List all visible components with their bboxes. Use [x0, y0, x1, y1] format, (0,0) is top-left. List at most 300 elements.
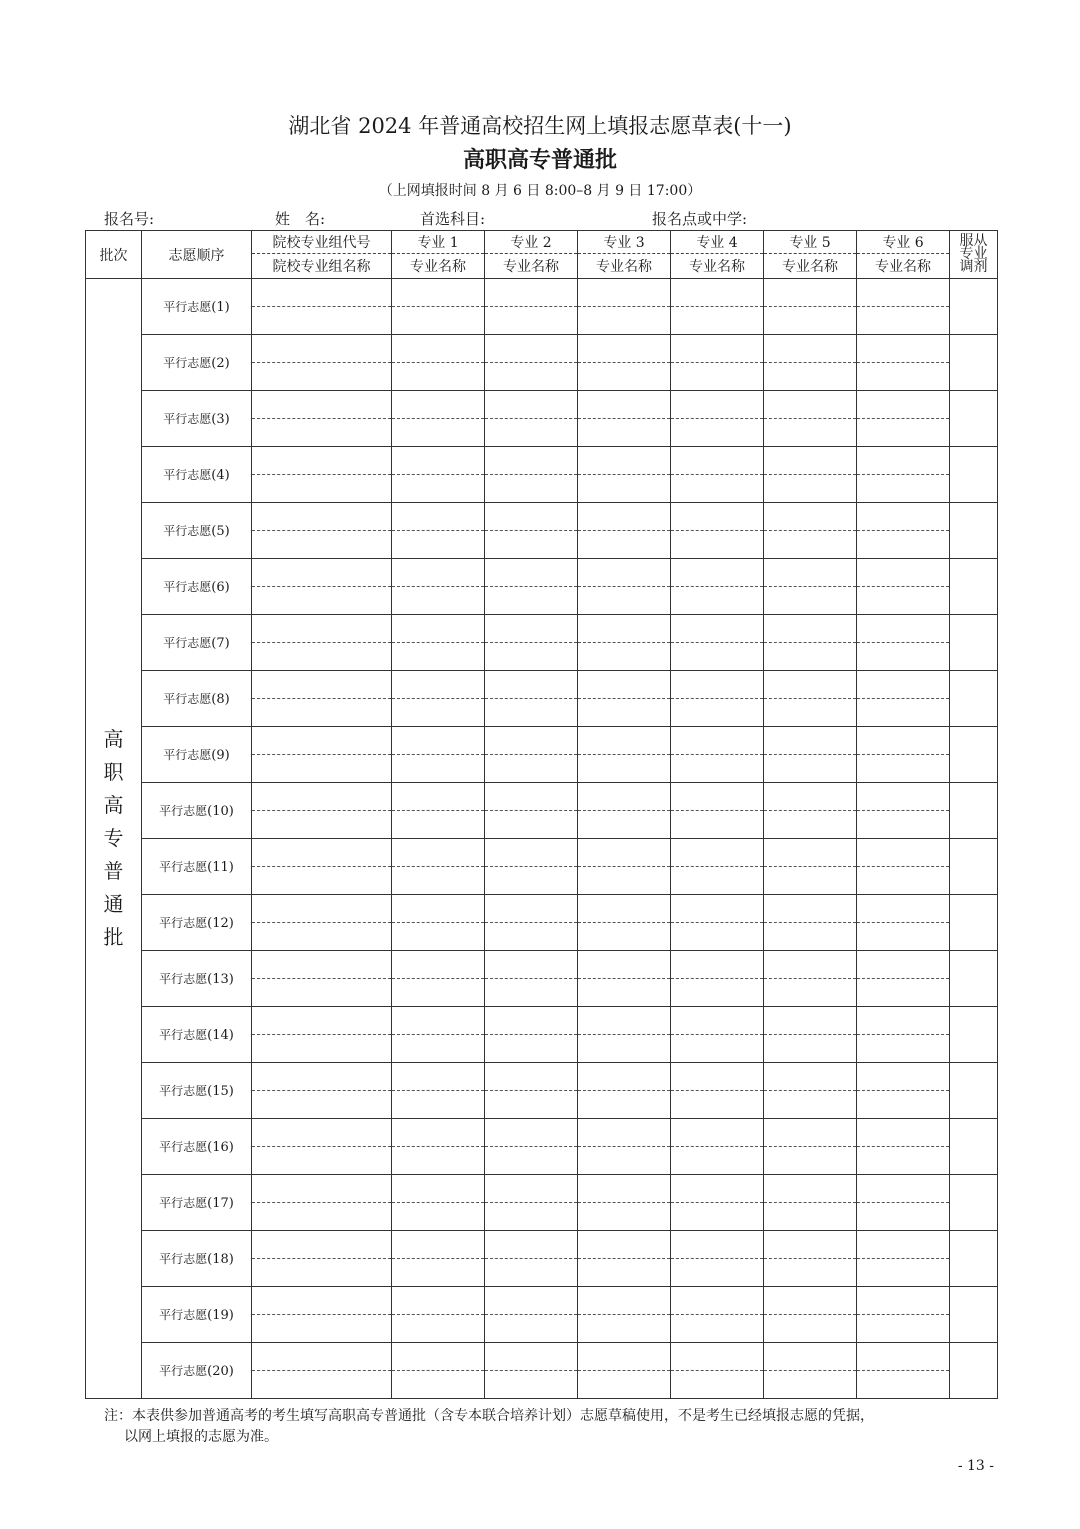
major-5-name-input[interactable] — [764, 419, 857, 447]
major-4-code-input[interactable] — [671, 447, 764, 475]
group-code-input[interactable] — [252, 727, 392, 755]
major-1-name-input[interactable] — [392, 307, 485, 335]
major-6-name-input[interactable] — [857, 1035, 950, 1063]
adjust-input[interactable] — [950, 391, 998, 447]
adjust-input[interactable] — [950, 279, 998, 335]
major-1-code-input[interactable] — [392, 1119, 485, 1147]
major-1-code-input[interactable] — [392, 839, 485, 867]
major-5-code-input[interactable] — [764, 447, 857, 475]
group-code-input[interactable] — [252, 1119, 392, 1147]
group-name-input[interactable] — [252, 699, 392, 727]
major-2-name-input[interactable] — [485, 419, 578, 447]
major-3-code-input[interactable] — [578, 279, 671, 307]
group-code-input[interactable] — [252, 1007, 392, 1035]
group-name-input[interactable] — [252, 643, 392, 671]
major-3-code-input[interactable] — [578, 447, 671, 475]
major-4-name-input[interactable] — [671, 1371, 764, 1399]
major-4-code-input[interactable] — [671, 279, 764, 307]
major-5-name-input[interactable] — [764, 1371, 857, 1399]
major-1-code-input[interactable] — [392, 335, 485, 363]
major-3-code-input[interactable] — [578, 951, 671, 979]
major-5-code-input[interactable] — [764, 1287, 857, 1315]
adjust-input[interactable] — [950, 839, 998, 895]
major-1-code-input[interactable] — [392, 1063, 485, 1091]
group-code-input[interactable] — [252, 335, 392, 363]
major-4-name-input[interactable] — [671, 531, 764, 559]
major-4-name-input[interactable] — [671, 475, 764, 503]
group-name-input[interactable] — [252, 587, 392, 615]
major-3-name-input[interactable] — [578, 475, 671, 503]
major-2-name-input[interactable] — [485, 531, 578, 559]
major-2-code-input[interactable] — [485, 1119, 578, 1147]
major-5-code-input[interactable] — [764, 1007, 857, 1035]
major-3-name-input[interactable] — [578, 587, 671, 615]
major-5-name-input[interactable] — [764, 1035, 857, 1063]
major-4-name-input[interactable] — [671, 587, 764, 615]
adjust-input[interactable] — [950, 1231, 998, 1287]
adjust-input[interactable] — [950, 1175, 998, 1231]
major-3-code-input[interactable] — [578, 895, 671, 923]
major-2-name-input[interactable] — [485, 1259, 578, 1287]
major-1-name-input[interactable] — [392, 643, 485, 671]
major-5-code-input[interactable] — [764, 279, 857, 307]
major-3-name-input[interactable] — [578, 307, 671, 335]
major-1-code-input[interactable] — [392, 727, 485, 755]
major-4-name-input[interactable] — [671, 699, 764, 727]
major-6-code-input[interactable] — [857, 1343, 950, 1371]
major-5-code-input[interactable] — [764, 671, 857, 699]
major-6-name-input[interactable] — [857, 363, 950, 391]
major-6-code-input[interactable] — [857, 727, 950, 755]
major-5-name-input[interactable] — [764, 1091, 857, 1119]
major-5-name-input[interactable] — [764, 1203, 857, 1231]
major-5-code-input[interactable] — [764, 503, 857, 531]
major-6-code-input[interactable] — [857, 895, 950, 923]
major-6-name-input[interactable] — [857, 531, 950, 559]
major-5-name-input[interactable] — [764, 363, 857, 391]
major-5-code-input[interactable] — [764, 615, 857, 643]
major-4-code-input[interactable] — [671, 839, 764, 867]
adjust-input[interactable] — [950, 447, 998, 503]
adjust-input[interactable] — [950, 1287, 998, 1343]
major-3-code-input[interactable] — [578, 615, 671, 643]
major-2-code-input[interactable] — [485, 839, 578, 867]
major-3-name-input[interactable] — [578, 811, 671, 839]
adjust-input[interactable] — [950, 1343, 998, 1399]
group-name-input[interactable] — [252, 923, 392, 951]
major-2-name-input[interactable] — [485, 475, 578, 503]
major-3-code-input[interactable] — [578, 335, 671, 363]
major-4-code-input[interactable] — [671, 391, 764, 419]
major-2-name-input[interactable] — [485, 1147, 578, 1175]
major-2-name-input[interactable] — [485, 363, 578, 391]
major-2-name-input[interactable] — [485, 923, 578, 951]
major-1-name-input[interactable] — [392, 587, 485, 615]
major-3-name-input[interactable] — [578, 1259, 671, 1287]
major-1-code-input[interactable] — [392, 1175, 485, 1203]
group-code-input[interactable] — [252, 391, 392, 419]
major-5-code-input[interactable] — [764, 727, 857, 755]
major-5-name-input[interactable] — [764, 1315, 857, 1343]
major-6-code-input[interactable] — [857, 951, 950, 979]
major-3-code-input[interactable] — [578, 1343, 671, 1371]
group-name-input[interactable] — [252, 1091, 392, 1119]
major-5-code-input[interactable] — [764, 335, 857, 363]
major-4-code-input[interactable] — [671, 1007, 764, 1035]
major-3-code-input[interactable] — [578, 1007, 671, 1035]
major-4-name-input[interactable] — [671, 1203, 764, 1231]
major-2-name-input[interactable] — [485, 699, 578, 727]
major-1-code-input[interactable] — [392, 783, 485, 811]
major-6-code-input[interactable] — [857, 1287, 950, 1315]
major-3-name-input[interactable] — [578, 1203, 671, 1231]
major-6-name-input[interactable] — [857, 923, 950, 951]
major-2-name-input[interactable] — [485, 1203, 578, 1231]
group-name-input[interactable] — [252, 1259, 392, 1287]
major-1-name-input[interactable] — [392, 363, 485, 391]
group-code-input[interactable] — [252, 895, 392, 923]
major-5-code-input[interactable] — [764, 1343, 857, 1371]
major-6-code-input[interactable] — [857, 671, 950, 699]
group-code-input[interactable] — [252, 559, 392, 587]
major-3-code-input[interactable] — [578, 559, 671, 587]
group-code-input[interactable] — [252, 839, 392, 867]
major-1-code-input[interactable] — [392, 1343, 485, 1371]
major-5-name-input[interactable] — [764, 531, 857, 559]
major-4-name-input[interactable] — [671, 755, 764, 783]
major-5-name-input[interactable] — [764, 475, 857, 503]
major-2-code-input[interactable] — [485, 1063, 578, 1091]
major-1-code-input[interactable] — [392, 671, 485, 699]
major-2-code-input[interactable] — [485, 279, 578, 307]
major-2-code-input[interactable] — [485, 391, 578, 419]
group-code-input[interactable] — [252, 615, 392, 643]
major-4-name-input[interactable] — [671, 643, 764, 671]
major-6-name-input[interactable] — [857, 1203, 950, 1231]
major-2-code-input[interactable] — [485, 895, 578, 923]
major-4-code-input[interactable] — [671, 951, 764, 979]
major-2-name-input[interactable] — [485, 1371, 578, 1399]
major-1-code-input[interactable] — [392, 951, 485, 979]
major-2-code-input[interactable] — [485, 615, 578, 643]
major-5-name-input[interactable] — [764, 1147, 857, 1175]
major-5-code-input[interactable] — [764, 1063, 857, 1091]
major-6-name-input[interactable] — [857, 1091, 950, 1119]
adjust-input[interactable] — [950, 895, 998, 951]
major-1-name-input[interactable] — [392, 419, 485, 447]
major-5-name-input[interactable] — [764, 699, 857, 727]
major-5-code-input[interactable] — [764, 1175, 857, 1203]
group-code-input[interactable] — [252, 279, 392, 307]
adjust-input[interactable] — [950, 783, 998, 839]
major-3-code-input[interactable] — [578, 783, 671, 811]
major-5-name-input[interactable] — [764, 867, 857, 895]
major-3-name-input[interactable] — [578, 531, 671, 559]
major-6-code-input[interactable] — [857, 615, 950, 643]
major-1-name-input[interactable] — [392, 699, 485, 727]
major-4-code-input[interactable] — [671, 727, 764, 755]
major-1-name-input[interactable] — [392, 755, 485, 783]
major-4-name-input[interactable] — [671, 363, 764, 391]
major-1-code-input[interactable] — [392, 447, 485, 475]
major-3-code-input[interactable] — [578, 1175, 671, 1203]
major-5-name-input[interactable] — [764, 979, 857, 1007]
major-2-name-input[interactable] — [485, 811, 578, 839]
major-3-name-input[interactable] — [578, 699, 671, 727]
major-2-code-input[interactable] — [485, 1287, 578, 1315]
major-5-code-input[interactable] — [764, 391, 857, 419]
major-4-code-input[interactable] — [671, 615, 764, 643]
group-code-input[interactable] — [252, 1063, 392, 1091]
major-2-name-input[interactable] — [485, 587, 578, 615]
major-4-name-input[interactable] — [671, 867, 764, 895]
major-6-name-input[interactable] — [857, 699, 950, 727]
major-4-code-input[interactable] — [671, 895, 764, 923]
major-6-name-input[interactable] — [857, 587, 950, 615]
major-2-code-input[interactable] — [485, 559, 578, 587]
major-6-code-input[interactable] — [857, 559, 950, 587]
group-name-input[interactable] — [252, 1371, 392, 1399]
major-5-code-input[interactable] — [764, 1119, 857, 1147]
major-1-name-input[interactable] — [392, 1315, 485, 1343]
major-4-name-input[interactable] — [671, 923, 764, 951]
major-4-code-input[interactable] — [671, 1175, 764, 1203]
major-4-code-input[interactable] — [671, 1287, 764, 1315]
group-name-input[interactable] — [252, 811, 392, 839]
major-4-name-input[interactable] — [671, 1259, 764, 1287]
major-3-code-input[interactable] — [578, 1063, 671, 1091]
major-4-name-input[interactable] — [671, 1147, 764, 1175]
adjust-input[interactable] — [950, 1007, 998, 1063]
group-name-input[interactable] — [252, 1203, 392, 1231]
major-6-code-input[interactable] — [857, 783, 950, 811]
major-1-code-input[interactable] — [392, 895, 485, 923]
major-6-code-input[interactable] — [857, 839, 950, 867]
major-4-name-input[interactable] — [671, 307, 764, 335]
adjust-input[interactable] — [950, 1119, 998, 1175]
major-2-code-input[interactable] — [485, 1007, 578, 1035]
major-2-code-input[interactable] — [485, 951, 578, 979]
group-code-input[interactable] — [252, 503, 392, 531]
major-4-code-input[interactable] — [671, 1063, 764, 1091]
major-5-code-input[interactable] — [764, 783, 857, 811]
major-4-name-input[interactable] — [671, 1091, 764, 1119]
major-6-code-input[interactable] — [857, 1063, 950, 1091]
major-2-name-input[interactable] — [485, 1035, 578, 1063]
major-5-name-input[interactable] — [764, 1259, 857, 1287]
major-1-code-input[interactable] — [392, 1287, 485, 1315]
group-code-input[interactable] — [252, 783, 392, 811]
major-4-name-input[interactable] — [671, 1315, 764, 1343]
adjust-input[interactable] — [950, 671, 998, 727]
major-5-code-input[interactable] — [764, 951, 857, 979]
major-1-code-input[interactable] — [392, 1231, 485, 1259]
major-6-name-input[interactable] — [857, 1371, 950, 1399]
major-6-code-input[interactable] — [857, 335, 950, 363]
group-name-input[interactable] — [252, 1035, 392, 1063]
adjust-input[interactable] — [950, 1063, 998, 1119]
major-3-code-input[interactable] — [578, 1119, 671, 1147]
group-name-input[interactable] — [252, 363, 392, 391]
major-1-name-input[interactable] — [392, 1371, 485, 1399]
major-2-code-input[interactable] — [485, 727, 578, 755]
group-code-input[interactable] — [252, 1175, 392, 1203]
major-5-name-input[interactable] — [764, 587, 857, 615]
major-2-code-input[interactable] — [485, 1231, 578, 1259]
major-6-name-input[interactable] — [857, 755, 950, 783]
group-code-input[interactable] — [252, 951, 392, 979]
major-5-code-input[interactable] — [764, 1231, 857, 1259]
major-6-name-input[interactable] — [857, 307, 950, 335]
major-3-name-input[interactable] — [578, 923, 671, 951]
major-6-name-input[interactable] — [857, 643, 950, 671]
major-1-name-input[interactable] — [392, 1259, 485, 1287]
major-3-code-input[interactable] — [578, 503, 671, 531]
major-2-code-input[interactable] — [485, 1175, 578, 1203]
major-1-name-input[interactable] — [392, 811, 485, 839]
major-3-code-input[interactable] — [578, 1231, 671, 1259]
adjust-input[interactable] — [950, 335, 998, 391]
major-4-code-input[interactable] — [671, 783, 764, 811]
major-4-name-input[interactable] — [671, 419, 764, 447]
adjust-input[interactable] — [950, 503, 998, 559]
major-3-code-input[interactable] — [578, 1287, 671, 1315]
major-3-name-input[interactable] — [578, 1147, 671, 1175]
major-2-code-input[interactable] — [485, 447, 578, 475]
group-code-input[interactable] — [252, 447, 392, 475]
major-5-code-input[interactable] — [764, 559, 857, 587]
major-1-name-input[interactable] — [392, 979, 485, 1007]
major-5-code-input[interactable] — [764, 839, 857, 867]
group-name-input[interactable] — [252, 979, 392, 1007]
group-code-input[interactable] — [252, 1231, 392, 1259]
major-4-code-input[interactable] — [671, 1343, 764, 1371]
major-3-name-input[interactable] — [578, 1315, 671, 1343]
major-2-name-input[interactable] — [485, 867, 578, 895]
major-6-name-input[interactable] — [857, 419, 950, 447]
major-1-code-input[interactable] — [392, 279, 485, 307]
group-name-input[interactable] — [252, 755, 392, 783]
major-4-code-input[interactable] — [671, 559, 764, 587]
major-2-code-input[interactable] — [485, 1343, 578, 1371]
major-6-code-input[interactable] — [857, 1119, 950, 1147]
major-6-code-input[interactable] — [857, 1007, 950, 1035]
major-3-code-input[interactable] — [578, 391, 671, 419]
major-1-code-input[interactable] — [392, 391, 485, 419]
group-name-input[interactable] — [252, 531, 392, 559]
major-6-name-input[interactable] — [857, 1259, 950, 1287]
major-1-name-input[interactable] — [392, 475, 485, 503]
major-4-name-input[interactable] — [671, 811, 764, 839]
major-5-name-input[interactable] — [764, 811, 857, 839]
major-1-code-input[interactable] — [392, 559, 485, 587]
major-6-name-input[interactable] — [857, 867, 950, 895]
major-2-code-input[interactable] — [485, 783, 578, 811]
major-3-name-input[interactable] — [578, 1035, 671, 1063]
major-6-code-input[interactable] — [857, 391, 950, 419]
major-3-name-input[interactable] — [578, 363, 671, 391]
major-5-name-input[interactable] — [764, 643, 857, 671]
major-5-name-input[interactable] — [764, 307, 857, 335]
major-2-code-input[interactable] — [485, 671, 578, 699]
major-6-name-input[interactable] — [857, 811, 950, 839]
adjust-input[interactable] — [950, 951, 998, 1007]
group-name-input[interactable] — [252, 419, 392, 447]
group-name-input[interactable] — [252, 475, 392, 503]
major-3-name-input[interactable] — [578, 1091, 671, 1119]
major-6-code-input[interactable] — [857, 1175, 950, 1203]
group-name-input[interactable] — [252, 867, 392, 895]
major-5-code-input[interactable] — [764, 895, 857, 923]
major-3-name-input[interactable] — [578, 755, 671, 783]
adjust-input[interactable] — [950, 615, 998, 671]
group-name-input[interactable] — [252, 1315, 392, 1343]
major-1-name-input[interactable] — [392, 1203, 485, 1231]
major-5-name-input[interactable] — [764, 923, 857, 951]
major-6-code-input[interactable] — [857, 1231, 950, 1259]
major-6-code-input[interactable] — [857, 279, 950, 307]
major-6-name-input[interactable] — [857, 1147, 950, 1175]
major-3-code-input[interactable] — [578, 727, 671, 755]
major-3-code-input[interactable] — [578, 671, 671, 699]
major-1-code-input[interactable] — [392, 503, 485, 531]
major-2-name-input[interactable] — [485, 755, 578, 783]
adjust-input[interactable] — [950, 559, 998, 615]
major-2-code-input[interactable] — [485, 335, 578, 363]
major-1-name-input[interactable] — [392, 1035, 485, 1063]
group-name-input[interactable] — [252, 307, 392, 335]
major-4-name-input[interactable] — [671, 1035, 764, 1063]
group-code-input[interactable] — [252, 1343, 392, 1371]
major-4-code-input[interactable] — [671, 1231, 764, 1259]
major-3-code-input[interactable] — [578, 839, 671, 867]
group-code-input[interactable] — [252, 1287, 392, 1315]
major-2-name-input[interactable] — [485, 979, 578, 1007]
major-6-code-input[interactable] — [857, 447, 950, 475]
major-2-name-input[interactable] — [485, 1315, 578, 1343]
major-4-name-input[interactable] — [671, 979, 764, 1007]
major-6-code-input[interactable] — [857, 503, 950, 531]
major-1-name-input[interactable] — [392, 1091, 485, 1119]
major-4-code-input[interactable] — [671, 335, 764, 363]
major-6-name-input[interactable] — [857, 1315, 950, 1343]
major-2-name-input[interactable] — [485, 643, 578, 671]
major-2-name-input[interactable] — [485, 307, 578, 335]
major-3-name-input[interactable] — [578, 979, 671, 1007]
major-4-code-input[interactable] — [671, 503, 764, 531]
group-code-input[interactable] — [252, 671, 392, 699]
major-1-name-input[interactable] — [392, 531, 485, 559]
group-name-input[interactable] — [252, 1147, 392, 1175]
major-3-name-input[interactable] — [578, 419, 671, 447]
major-1-code-input[interactable] — [392, 615, 485, 643]
major-6-name-input[interactable] — [857, 475, 950, 503]
major-2-code-input[interactable] — [485, 503, 578, 531]
major-6-name-input[interactable] — [857, 979, 950, 1007]
major-1-name-input[interactable] — [392, 923, 485, 951]
adjust-input[interactable] — [950, 727, 998, 783]
major-5-name-input[interactable] — [764, 755, 857, 783]
major-2-name-input[interactable] — [485, 1091, 578, 1119]
major-3-name-input[interactable] — [578, 867, 671, 895]
major-3-name-input[interactable] — [578, 643, 671, 671]
major-4-code-input[interactable] — [671, 1119, 764, 1147]
major-1-name-input[interactable] — [392, 867, 485, 895]
major-3-name-input[interactable] — [578, 1371, 671, 1399]
major-1-code-input[interactable] — [392, 1007, 485, 1035]
major-1-name-input[interactable] — [392, 1147, 485, 1175]
major-4-code-input[interactable] — [671, 671, 764, 699]
